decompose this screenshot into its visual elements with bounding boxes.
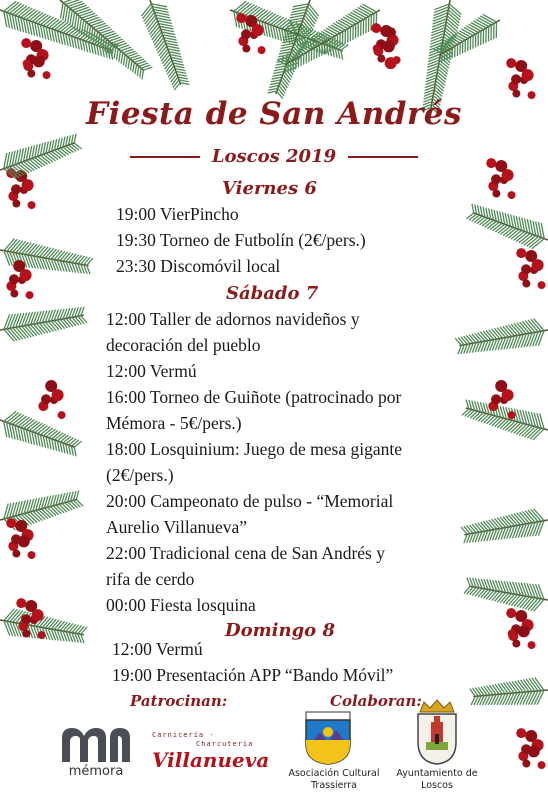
pine-branch <box>454 316 548 359</box>
event-line: (2€/pers.) <box>106 465 174 485</box>
memora-wordmark: mémora <box>68 764 124 779</box>
collaborators-label: Colaboran: <box>330 692 422 710</box>
event-line: 19:00 Presentación APP “Bando Móvil” <box>112 665 394 685</box>
divider-right <box>348 156 418 158</box>
event-line: 19:30 Torneo de Futbolín (2€/pers.) <box>116 230 366 250</box>
divider-left <box>130 156 200 158</box>
day-heading-viernes: Viernes 6 <box>222 178 317 199</box>
memora-logo <box>58 724 134 764</box>
asociacion-label <box>284 768 384 792</box>
ayuntamiento-label <box>388 768 486 792</box>
pine-branch <box>460 506 548 548</box>
charcuteria-label: Charcuteria <box>196 740 254 748</box>
carniceria-label: Carniceria - <box>152 731 215 739</box>
ayuntamiento-coat-of-arms <box>412 698 462 766</box>
event-line: 19:00 VierPincho <box>116 204 239 224</box>
event-line: decoración del pueblo <box>106 335 261 355</box>
event-line: 22:00 Tradicional cena de San Andrés y <box>106 543 385 563</box>
day-heading-domingo: Domingo 8 <box>225 620 335 641</box>
berry-cluster <box>506 58 535 99</box>
ayuntamiento-line1: Ayuntamiento de <box>396 768 478 779</box>
event-line: 23:30 Discomóvil local <box>116 256 281 276</box>
sponsors-label: Patrocinan: <box>130 692 228 710</box>
event-line: Aurelio Villanueva” <box>106 517 248 537</box>
event-line: 16:00 Torneo de Guiñote (patrocinado por <box>106 387 402 407</box>
ayuntamiento-line2: Loscos <box>421 780 453 791</box>
pine-branch <box>0 606 88 648</box>
pine-branch <box>0 236 94 279</box>
berry-cluster <box>21 38 50 79</box>
pine-branch <box>469 676 548 710</box>
event-line: 00:00 Fiesta losquina <box>106 595 256 615</box>
pine-branch <box>0 301 88 343</box>
pine-branch <box>463 572 548 614</box>
pine-branch <box>465 198 548 252</box>
event-line: Mémora - 5€/pers.) <box>106 413 242 433</box>
event-line: 12:00 Vermú <box>106 361 197 381</box>
event-line: 20:00 Campeonato de pulso - “Memorial <box>106 491 394 511</box>
event-line: 18:00 Losquinium: Juego de mesa gigante <box>106 439 402 459</box>
berry-cluster <box>516 728 545 769</box>
asociacion-line1: Asociación Cultural <box>288 768 380 779</box>
poster-title: Fiesta de San Andrés <box>86 96 462 132</box>
asociacion-line2: Trassierra <box>311 780 357 791</box>
berry-cluster <box>506 608 535 649</box>
event-line: 12:00 Taller de adornos navideños y <box>106 309 360 329</box>
pine-branch <box>137 0 195 92</box>
asociacion-shield-logo <box>304 710 352 766</box>
berry-cluster <box>371 23 400 69</box>
pine-branch <box>0 407 83 461</box>
day-heading-sabado: Sábado 7 <box>226 283 319 304</box>
event-line: 12:00 Vermú <box>112 639 203 659</box>
poster-subtitle: Loscos 2019 <box>211 146 337 167</box>
subtitle-row <box>0 146 548 167</box>
villanueva-logo: Villanueva <box>152 748 270 772</box>
event-line: rifa de cerdo <box>106 569 195 589</box>
berry-cluster <box>38 380 65 419</box>
berry-cluster <box>516 248 545 289</box>
